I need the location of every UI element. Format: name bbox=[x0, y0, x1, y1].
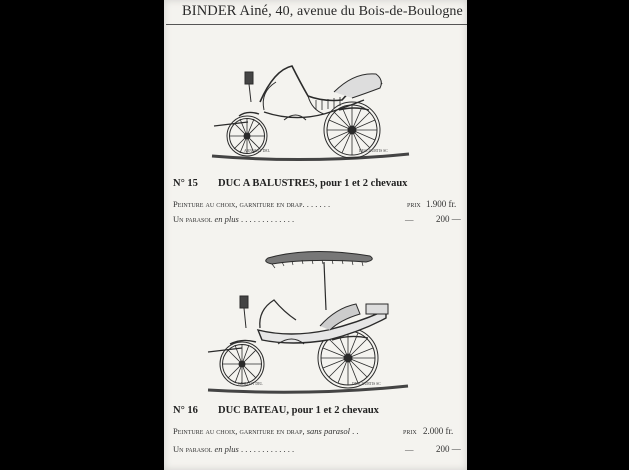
entry-15-parasol-line bbox=[173, 214, 465, 226]
engraver-right-2: DESCOURTIS SC bbox=[352, 382, 381, 386]
parasol-description: Un parasol en plus . . . . . . . . . . . . . bbox=[173, 444, 295, 454]
header-rule bbox=[166, 24, 467, 25]
engraver-left-2: GUILLOT DEL bbox=[238, 382, 263, 386]
firm-name: BINDER Ainé, bbox=[182, 3, 272, 19]
carriage-engraving-2 bbox=[200, 248, 420, 396]
price-description: Peinture au choix, garniture en drap, sans parasol . . bbox=[173, 426, 359, 436]
entry-number: N° 15 bbox=[173, 178, 198, 189]
engraver-right-1: DESCOURTIS SC bbox=[359, 149, 388, 153]
entry-heading-15 bbox=[173, 178, 465, 192]
carriage-illustration-duc-bateau bbox=[200, 248, 420, 396]
price-value: 2.000 fr. bbox=[423, 426, 454, 436]
entry-16-parasol-line bbox=[173, 444, 465, 456]
prix-label: prix bbox=[407, 199, 421, 209]
parasol-price: 200 — bbox=[436, 444, 461, 454]
entry-15-price-line bbox=[173, 199, 465, 211]
entry-number: N° 16 bbox=[173, 405, 198, 416]
entry-title: DUC BATEAU, pour 1 et 2 chevaux bbox=[218, 405, 379, 416]
parasol-description: Un parasol en plus . . . . . . . . . . . . . bbox=[173, 214, 295, 224]
catalog-page bbox=[164, 0, 467, 470]
price-value: 1.900 fr. bbox=[426, 199, 457, 209]
price-description: Peinture au choix, garniture en drap. . . . . . . bbox=[173, 199, 331, 209]
parasol-dash: — bbox=[405, 214, 414, 224]
carriage-illustration-duc-a-balustres bbox=[204, 52, 414, 164]
entry-16-price-line bbox=[173, 426, 465, 438]
prix-label: prix bbox=[403, 426, 417, 436]
engraver-left-1: ARNOULT DEL bbox=[244, 149, 271, 153]
entry-heading-16 bbox=[173, 405, 465, 419]
carriage-engraving-1 bbox=[204, 52, 414, 164]
parasol-price: 200 — bbox=[436, 214, 461, 224]
firm-address: 40, avenue du Bois-de-Boulogne bbox=[275, 4, 463, 19]
page-header bbox=[182, 3, 467, 23]
parasol-dash: — bbox=[405, 444, 414, 454]
entry-title: DUC A BALUSTRES, pour 1 et 2 chevaux bbox=[218, 178, 408, 189]
